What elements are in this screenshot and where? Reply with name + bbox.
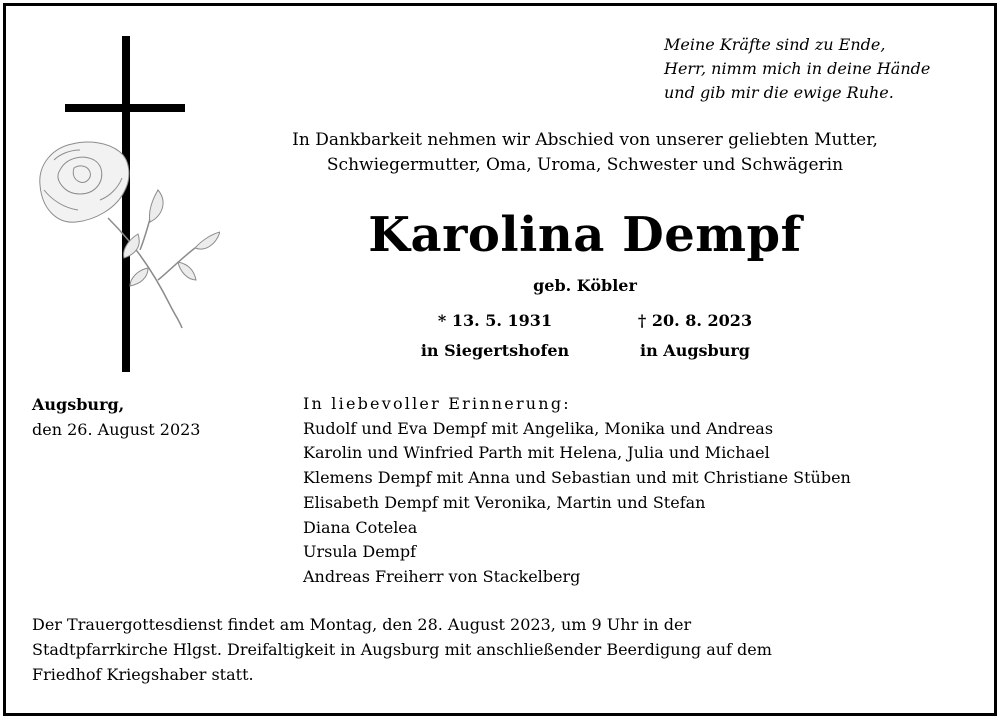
intro-text bbox=[230, 128, 940, 178]
birth-name: geb. Köbler bbox=[533, 276, 637, 295]
intro-line: In Dankbarkeit nehmen wir Abschied von unserer geliebten Mutter, bbox=[292, 130, 878, 150]
mourners-list bbox=[303, 392, 851, 590]
cross-icon-bar bbox=[65, 104, 185, 112]
funeral-service-info bbox=[32, 612, 932, 687]
place-date: den 26. August 2023 bbox=[32, 420, 201, 439]
quote-line: und gib mir die ewige Ruhe. bbox=[664, 83, 894, 102]
birth-date: * 13. 5. 1931 bbox=[437, 311, 553, 330]
quote-line: Meine Kräfte sind zu Ende, bbox=[664, 35, 886, 54]
birth-place: in Siegertshofen bbox=[420, 341, 570, 360]
list-item: Klemens Dempf mit Anna und Sebastian und mit Christiane Stüben bbox=[303, 468, 851, 488]
list-item: Karolin und Winfried Parth mit Helena, Julia und Michael bbox=[303, 443, 770, 463]
rose-illustration bbox=[30, 130, 220, 330]
death-date: † 20. 8. 2023 bbox=[637, 311, 753, 330]
list-item: Elisabeth Dempf mit Veronika, Martin und Stefan bbox=[303, 492, 706, 512]
mourners-heading: In liebevoller Erinnerung: bbox=[303, 394, 571, 413]
epigraph-quote bbox=[664, 33, 974, 105]
service-line: Stadtpfarrkirche Hlgst. Dreifaltigkeit in Augsburg mit anschließender Beerdigung auf dem bbox=[32, 640, 772, 659]
deceased-name: Karolina Dempf bbox=[368, 207, 802, 263]
service-line: Friedhof Kriegshaber statt. bbox=[32, 665, 254, 684]
intro-line: Schwiegermutter, Oma, Uroma, Schwester und Schwägerin bbox=[326, 155, 844, 175]
list-item: Rudolf und Eva Dempf mit Angelika, Monika und Andreas bbox=[303, 418, 774, 438]
list-item: Diana Cotelea bbox=[303, 517, 418, 537]
place-and-date bbox=[32, 392, 200, 442]
service-line: Der Trauergottesdienst findet am Montag, den 28. August 2023, um 9 Uhr in der bbox=[32, 615, 692, 634]
death-info bbox=[600, 306, 790, 366]
list-item: Andreas Freiherr von Stackelberg bbox=[303, 566, 581, 586]
place-city: Augsburg, bbox=[32, 395, 125, 414]
death-place: in Augsburg bbox=[640, 341, 750, 360]
quote-line: Herr, nimm mich in deine Hände bbox=[664, 59, 931, 78]
birth-info bbox=[400, 306, 590, 366]
list-item: Ursula Dempf bbox=[303, 542, 417, 562]
